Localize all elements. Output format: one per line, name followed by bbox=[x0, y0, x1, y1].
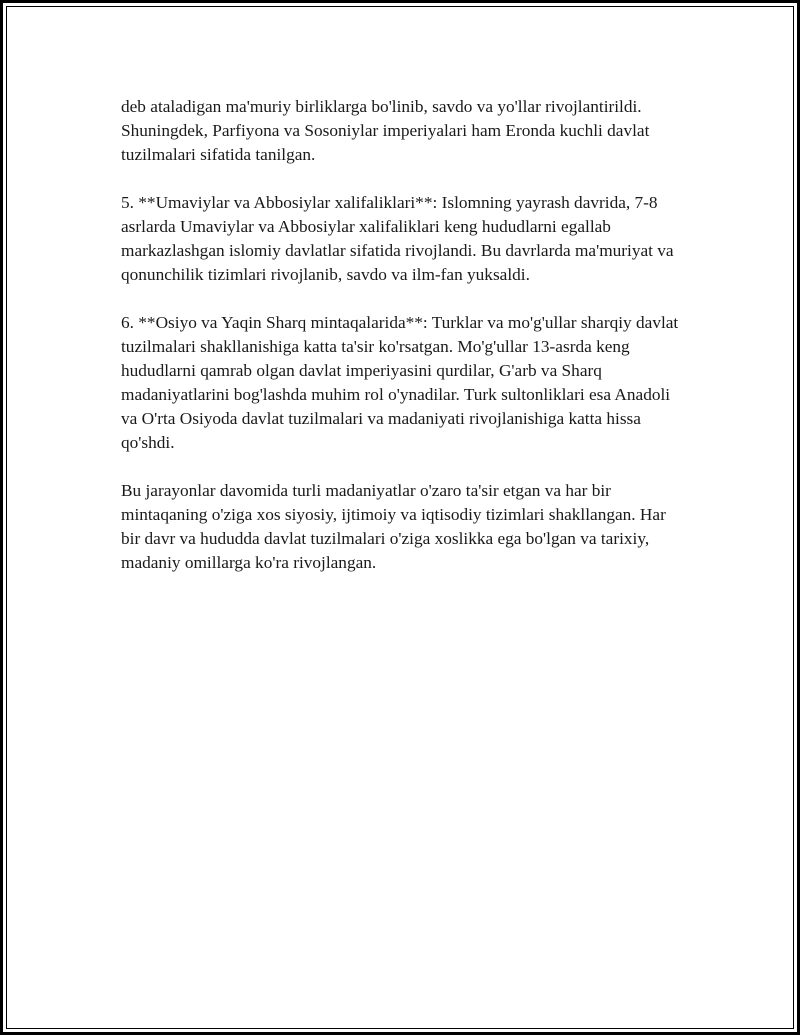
paragraph-intro-continuation: deb ataladigan ma'muriy birliklarga bo'linib, savdo va yo'llar rivojlantirildi. Shuningdek, Parfiyona va Sosoniylar imperiyalari ham Eronda kuchli davlat tuzilmalari sifatida tanilgan. bbox=[121, 97, 650, 164]
paragraph-asia-near-east: 6. **Osiyo va Yaqin Sharq mintaqalarida**: Turklar va mo'g'ullar sharqiy davlat tuzilmalari shakllanishiga katta ta'sir ko'rsatgan. Mo'g'ullar 13-asrda keng hududlarni qamrab olgan davlat imperiyasini qurdilar, G'arb va Sharq madaniyatlarini bog'lashda muhim rol o'ynadilar. Turk sultonliklari esa Anadoli va O'rta Osiyoda davlat tuzilmalari va madaniyati rivojlanishiga katta hissa qo'shdi. bbox=[121, 313, 679, 452]
document-body bbox=[121, 95, 687, 599]
paragraph-caliphates: 5. **Umaviylar va Abbosiylar xalifaliklari**: Islomning yayrash davrida, 7-8 asrlarda Umaviylar va Abbosiylar xalifaliklari keng hududlarni egallab markazlashgan islomiy davlatlar sifatida rivojlandi. Bu davrlarda ma'muriyat va qonunchilik tizimlari rivojlanib, savdo va ilm-fan yuksaldi. bbox=[121, 193, 674, 284]
paragraph-conclusion: Bu jarayonlar davomida turli madaniyatlar o'zaro ta'sir etgan va har bir mintaqaning o'ziga xos siyosiy, ijtimoiy va iqtisodiy tizimlari shakllangan. Har bir davr va hududda davlat tuzilmalari o'ziga xoslikka ega bo'lgan va tarixiy, madaniy omillarga ko'ra rivojlangan. bbox=[121, 481, 666, 572]
